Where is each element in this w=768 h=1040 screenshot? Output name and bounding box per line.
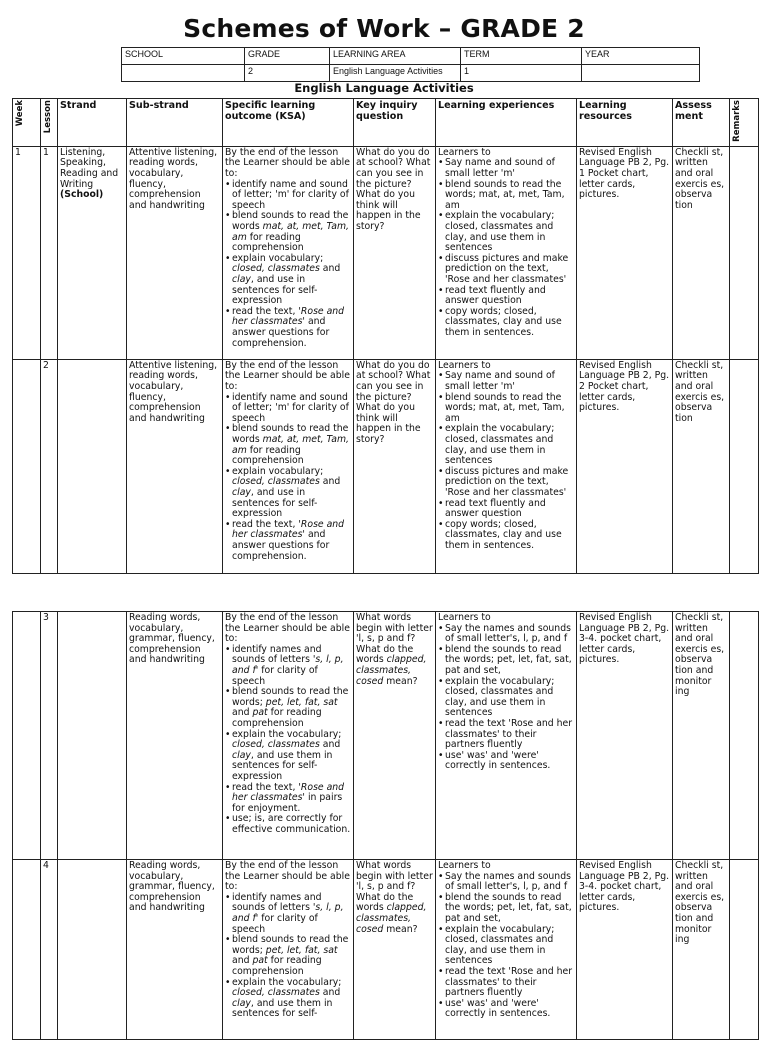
- col-resources: Learning resources: [577, 99, 673, 147]
- cell-resources: Revised English Language PB 2, Pg. 1 Pocket chart, letter cards, pictures.: [577, 146, 673, 359]
- table-row: [13, 359, 759, 573]
- cell-strand: Listening, Speaking, Reading and Writing (School): [58, 146, 127, 359]
- cell-lesson: 2: [41, 359, 58, 573]
- section-subtitle: English Language Activities: [294, 81, 474, 95]
- cell-outcome: By the end of the lesson the Learner should be able to: • identify names and sounds of letters 's, l, p, and f' for clarity of speech • blend sounds to read the words; pet, let, fat, sat and pat for reading comprehension • explain the vocabulary; closed, classmates and clay, and use them in sentences for self-expression • read the text, 'Rose and her classmates' in pairs for enjoyment. • use; is, are correctly for effective communication.: [223, 612, 354, 860]
- cell-inquiry: What do you do at school? What can you see in the picture? What do you think will happen in the story?: [354, 359, 436, 573]
- cell-lesson: 4: [41, 860, 58, 1040]
- cell-resources: Revised English Language PB 2, Pg. 3-4. pocket chart, letter cards, pictures.: [577, 860, 673, 1040]
- cell-week: [13, 612, 41, 860]
- table-row: [13, 612, 759, 860]
- scheme-table-1: [12, 98, 759, 574]
- cell-assessment: Checkli st, written and oral exercis es, observa tion: [673, 146, 730, 359]
- col-substrand: Sub-strand: [127, 99, 223, 147]
- meta-table: [121, 47, 700, 82]
- col-experiences: Learning experiences: [436, 99, 577, 147]
- meta-value-year: [582, 65, 700, 82]
- cell-week: 1: [13, 146, 41, 359]
- table-row: [13, 146, 759, 359]
- col-inquiry: Key inquiry question: [354, 99, 436, 147]
- scheme-table-2: [12, 611, 759, 1040]
- meta-header-year: YEAR: [582, 48, 700, 65]
- meta-value-learning-area: English Language Activities: [330, 65, 461, 82]
- meta-value-school: [122, 65, 245, 82]
- cell-outcome: By the end of the lesson the Learner should be able to: • identify names and sounds of letters 's, l, p, and f' for clarity of speech • blend sounds to read the words; pet, let, fat, sat and pat for reading comprehension • explain the vocabulary; closed, classmates and clay, and use them in sentences for self-: [223, 860, 354, 1040]
- meta-value-grade: 2: [245, 65, 330, 82]
- cell-assessment: Checkli st, written and oral exercis es, observa tion and monitor ing: [673, 612, 730, 860]
- cell-experiences: Learners to • Say name and sound of small letter 'm' • blend sounds to read the words; mat, at, met, Tam, am • explain the vocabulary; closed, classmates and clay, and use them in sentences • discuss pictures and make prediction on the text, 'Rose and her classmates' • read text fluently and answer question • copy words; closed, classmates, clay and use them in sentences.: [436, 146, 577, 359]
- cell-remarks: [730, 860, 759, 1040]
- cell-remarks: [730, 146, 759, 359]
- cell-strand: [58, 860, 127, 1040]
- cell-inquiry: What do you do at school? What can you see in the picture? What do you think will happen in the story?: [354, 146, 436, 359]
- cell-lesson: 1: [41, 146, 58, 359]
- col-outcome: Specific learning outcome (KSA): [223, 99, 354, 147]
- header-row: [13, 99, 759, 147]
- cell-strand: [58, 612, 127, 860]
- cell-inquiry: What words begin with letter 'l, s, p and f? What do the words clapped, classmates, cosed mean?: [354, 612, 436, 860]
- col-week: Week: [13, 99, 41, 147]
- cell-outcome: By the end of the lesson the Learner should be able to: • identify name and sound of letter; 'm' for clarity of speech • blend sounds to read the words mat, at, met, Tam, am for reading comprehension • explain vocabulary; closed, classmates and clay, and use in sentences for self-expression • read the text, 'Rose and her classmates' and answer questions for comprehension.: [223, 146, 354, 359]
- cell-assessment: Checkli st, written and oral exercis es, observa tion and monitor ing: [673, 860, 730, 1040]
- meta-header-school: SCHOOL: [122, 48, 245, 65]
- cell-experiences: Learners to • Say name and sound of small letter 'm' • blend sounds to read the words; mat, at, met, Tam, am • explain the vocabulary; closed, classmates and clay, and use them in sentences • discuss pictures and make prediction on the text, 'Rose and her classmates' • read text fluently and answer question • copy words; closed, classmates, clay and use them in sentences.: [436, 359, 577, 573]
- cell-remarks: [730, 612, 759, 860]
- col-assessment: Assess ment: [673, 99, 730, 147]
- col-strand: Strand: [58, 99, 127, 147]
- page-title: Schemes of Work – GRADE 2: [183, 14, 585, 43]
- meta-header-row: [122, 48, 700, 65]
- cell-resources: Revised English Language PB 2, Pg. 2 Pocket chart, letter cards, pictures.: [577, 359, 673, 573]
- cell-substrand: Attentive listening, reading words, vocabulary, fluency, comprehension and handwriting: [127, 359, 223, 573]
- cell-resources: Revised English Language PB 2, Pg. 3-4. pocket chart, letter cards, pictures.: [577, 612, 673, 860]
- col-lesson: Lesson: [41, 99, 58, 147]
- cell-inquiry: What words begin with letter 'l, s, p and f? What do the words clapped, classmates, cosed mean?: [354, 860, 436, 1040]
- meta-value-row: [122, 65, 700, 82]
- meta-header-learning-area: LEARNING AREA: [330, 48, 461, 65]
- cell-assessment: Checkli st, written and oral exercis es, observa tion: [673, 359, 730, 573]
- table-row: [13, 860, 759, 1040]
- col-remarks: Remarks: [730, 99, 759, 147]
- cell-lesson: 3: [41, 612, 58, 860]
- meta-header-grade: GRADE: [245, 48, 330, 65]
- cell-substrand: Reading words, vocabulary, grammar, fluency, comprehension and handwriting: [127, 612, 223, 860]
- cell-substrand: Attentive listening, reading words, vocabulary, fluency, comprehension and handwriting: [127, 146, 223, 359]
- meta-value-term: 1: [461, 65, 582, 82]
- cell-outcome: By the end of the lesson the Learner should be able to: • identify name and sound of letter; 'm' for clarity of speech • blend sounds to read the words mat, at, met, Tam, am for reading comprehension • explain vocabulary; closed, classmates and clay, and use in sentences for self-expression • read the text, 'Rose and her classmates' and answer questions for comprehension.: [223, 359, 354, 573]
- cell-experiences: Learners to • Say the names and sounds of small letter's, l, p, and f • blend the sounds to read the words; pet, let, fat, sat, pat and set, • explain the vocabulary; closed, classmates and clay, and use them in sentences • read the text 'Rose and her classmates' to their partners fluently • use' was' and 'were' correctly in sentences.: [436, 860, 577, 1040]
- cell-substrand: Reading words, vocabulary, grammar, fluency, comprehension and handwriting: [127, 860, 223, 1040]
- cell-remarks: [730, 359, 759, 573]
- meta-header-term: TERM: [461, 48, 582, 65]
- cell-week: [13, 359, 41, 573]
- cell-strand: [58, 359, 127, 573]
- cell-experiences: Learners to • Say the names and sounds of small letter's, l, p, and f • blend the sounds to read the words; pet, let, fat, sat, pat and set, • explain the vocabulary; closed, classmates and clay, and use them in sentences • read the text 'Rose and her classmates' to their partners fluently • use' was' and 'were' correctly in sentences.: [436, 612, 577, 860]
- cell-week: [13, 860, 41, 1040]
